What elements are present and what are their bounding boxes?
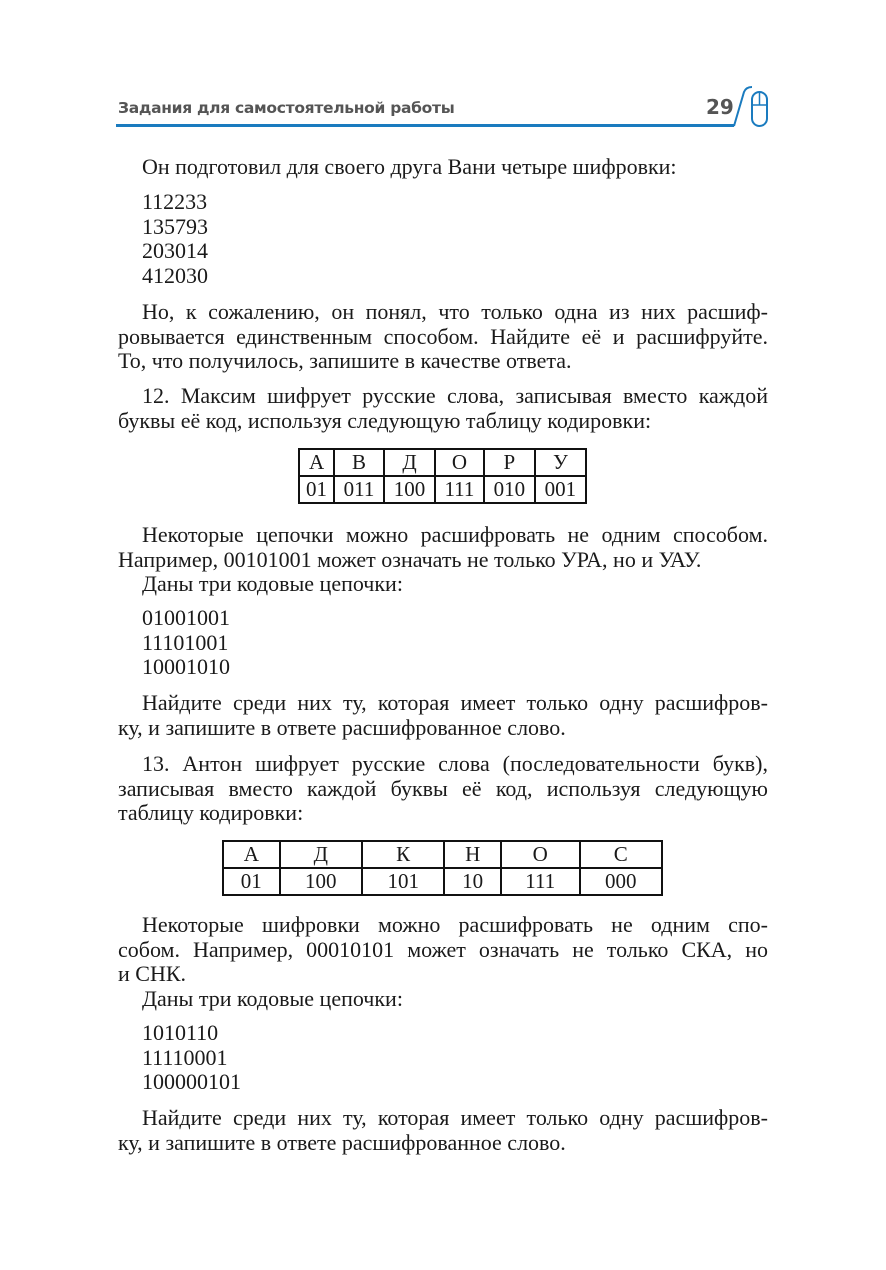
code-line: 135793 bbox=[142, 213, 208, 239]
code-line: 01001001 bbox=[142, 605, 230, 630]
text-line: Даны три кодовые цепочки: bbox=[142, 985, 403, 1011]
paragraph-task11-question bbox=[118, 300, 768, 374]
paragraph-intro bbox=[118, 155, 768, 180]
text-line: Он подготовил для своего друга Вани четыре шифровки: bbox=[142, 154, 677, 179]
table-cell: 101 bbox=[362, 868, 444, 895]
page-number: 29 bbox=[706, 95, 734, 119]
table-cell: У bbox=[535, 449, 586, 476]
text-line: 13. Антон шифрует русские слова (последовательности букв), bbox=[142, 751, 768, 776]
text-line: Найдите среди них ту, которая имеет только одну расшифров- bbox=[142, 1105, 768, 1130]
table-row-codes bbox=[223, 868, 662, 895]
code-line: 10001010 bbox=[142, 654, 230, 679]
text-line: Некоторые цепочки можно расшифровать не одним способом. bbox=[142, 522, 768, 547]
table-row-codes bbox=[299, 476, 586, 503]
table-row-letters bbox=[223, 841, 662, 868]
text-line: ку, и запишите в ответе расшифрованное слово. bbox=[118, 1129, 566, 1155]
header-rule bbox=[116, 124, 734, 127]
table-cell: 111 bbox=[501, 868, 580, 895]
table-cell: А bbox=[223, 841, 280, 868]
text-line: собом. Например, 00010101 может означать не только СКА, но bbox=[118, 936, 768, 962]
computer-mouse-icon bbox=[732, 86, 772, 132]
code-line: 100000101 bbox=[142, 1069, 241, 1094]
table-cell: 011 bbox=[334, 476, 384, 503]
text-line: То, что получилось, запишите в качестве ответа. bbox=[118, 348, 572, 373]
code-line: 11101001 bbox=[142, 629, 229, 655]
paragraph-task12-example bbox=[118, 523, 768, 597]
table-cell: Н bbox=[444, 841, 501, 868]
table-cell: А bbox=[299, 449, 334, 476]
table-row-letters bbox=[299, 449, 586, 476]
table-cell: О bbox=[435, 449, 484, 476]
table-cell: Р bbox=[484, 449, 535, 476]
paragraph-task13-example bbox=[118, 913, 768, 1011]
text-line: Даны три кодовые цепочки: bbox=[142, 571, 403, 596]
table-cell: О bbox=[501, 841, 580, 868]
text-line: и СНК. bbox=[118, 961, 187, 986]
text-line: Найдите среди них ту, которая имеет только одну расшифров- bbox=[142, 690, 768, 715]
code-line: 412030 bbox=[142, 262, 208, 288]
code-line: 11110001 bbox=[142, 1044, 228, 1070]
coding-table-1 bbox=[298, 448, 587, 504]
table-cell: Д bbox=[384, 449, 435, 476]
table-cell: 001 bbox=[535, 476, 586, 503]
table-cell: 10 bbox=[444, 868, 501, 895]
code-line: 203014 bbox=[142, 238, 208, 263]
code-list-2 bbox=[142, 606, 230, 680]
text-line: Но, к сожалению, он понял, что только одна из них расшиф- bbox=[142, 299, 768, 324]
table-cell: В bbox=[334, 449, 384, 476]
paragraph-task12-question bbox=[118, 691, 768, 740]
paragraph-task12 bbox=[118, 384, 768, 433]
coding-table-2 bbox=[222, 840, 663, 896]
table-cell: Д bbox=[280, 841, 362, 868]
table-cell: К bbox=[362, 841, 444, 868]
code-list-3 bbox=[142, 1021, 241, 1095]
paragraph-task13 bbox=[118, 752, 768, 826]
code-line: 112233 bbox=[142, 189, 208, 214]
text-line: Некоторые шифровки можно расшифровать не одним спо- bbox=[142, 912, 768, 937]
text-line: ку, и запишите в ответе расшифрованное слово. bbox=[118, 714, 566, 740]
table-cell: 010 bbox=[484, 476, 535, 503]
table-cell: С bbox=[580, 841, 662, 868]
paragraph-task13-question bbox=[118, 1106, 768, 1155]
text-line: буквы её код, используя следующую таблицу кодировки: bbox=[118, 407, 652, 433]
text-line: записывая вместо каждой буквы её код, используя следующую bbox=[118, 775, 768, 801]
header-title: Задания для самостоятельной работы bbox=[118, 99, 455, 117]
text-line: ровывается единственным способом. Найдите её и расшифруйте. bbox=[118, 323, 768, 349]
table-cell: 01 bbox=[223, 868, 280, 895]
table-cell: 01 bbox=[299, 476, 334, 503]
text-line: таблицу кодировки: bbox=[118, 800, 304, 825]
text-line: Например, 00101001 может означать не только УРА, но и УАУ. bbox=[118, 546, 702, 572]
text-line: 12. Максим шифрует русские слова, записывая вместо каждой bbox=[142, 383, 768, 408]
table-cell: 100 bbox=[280, 868, 362, 895]
table-cell: 111 bbox=[435, 476, 484, 503]
code-list-1 bbox=[142, 190, 208, 288]
table-cell: 100 bbox=[384, 476, 435, 503]
code-line: 1010110 bbox=[142, 1020, 219, 1045]
table-cell: 000 bbox=[580, 868, 662, 895]
